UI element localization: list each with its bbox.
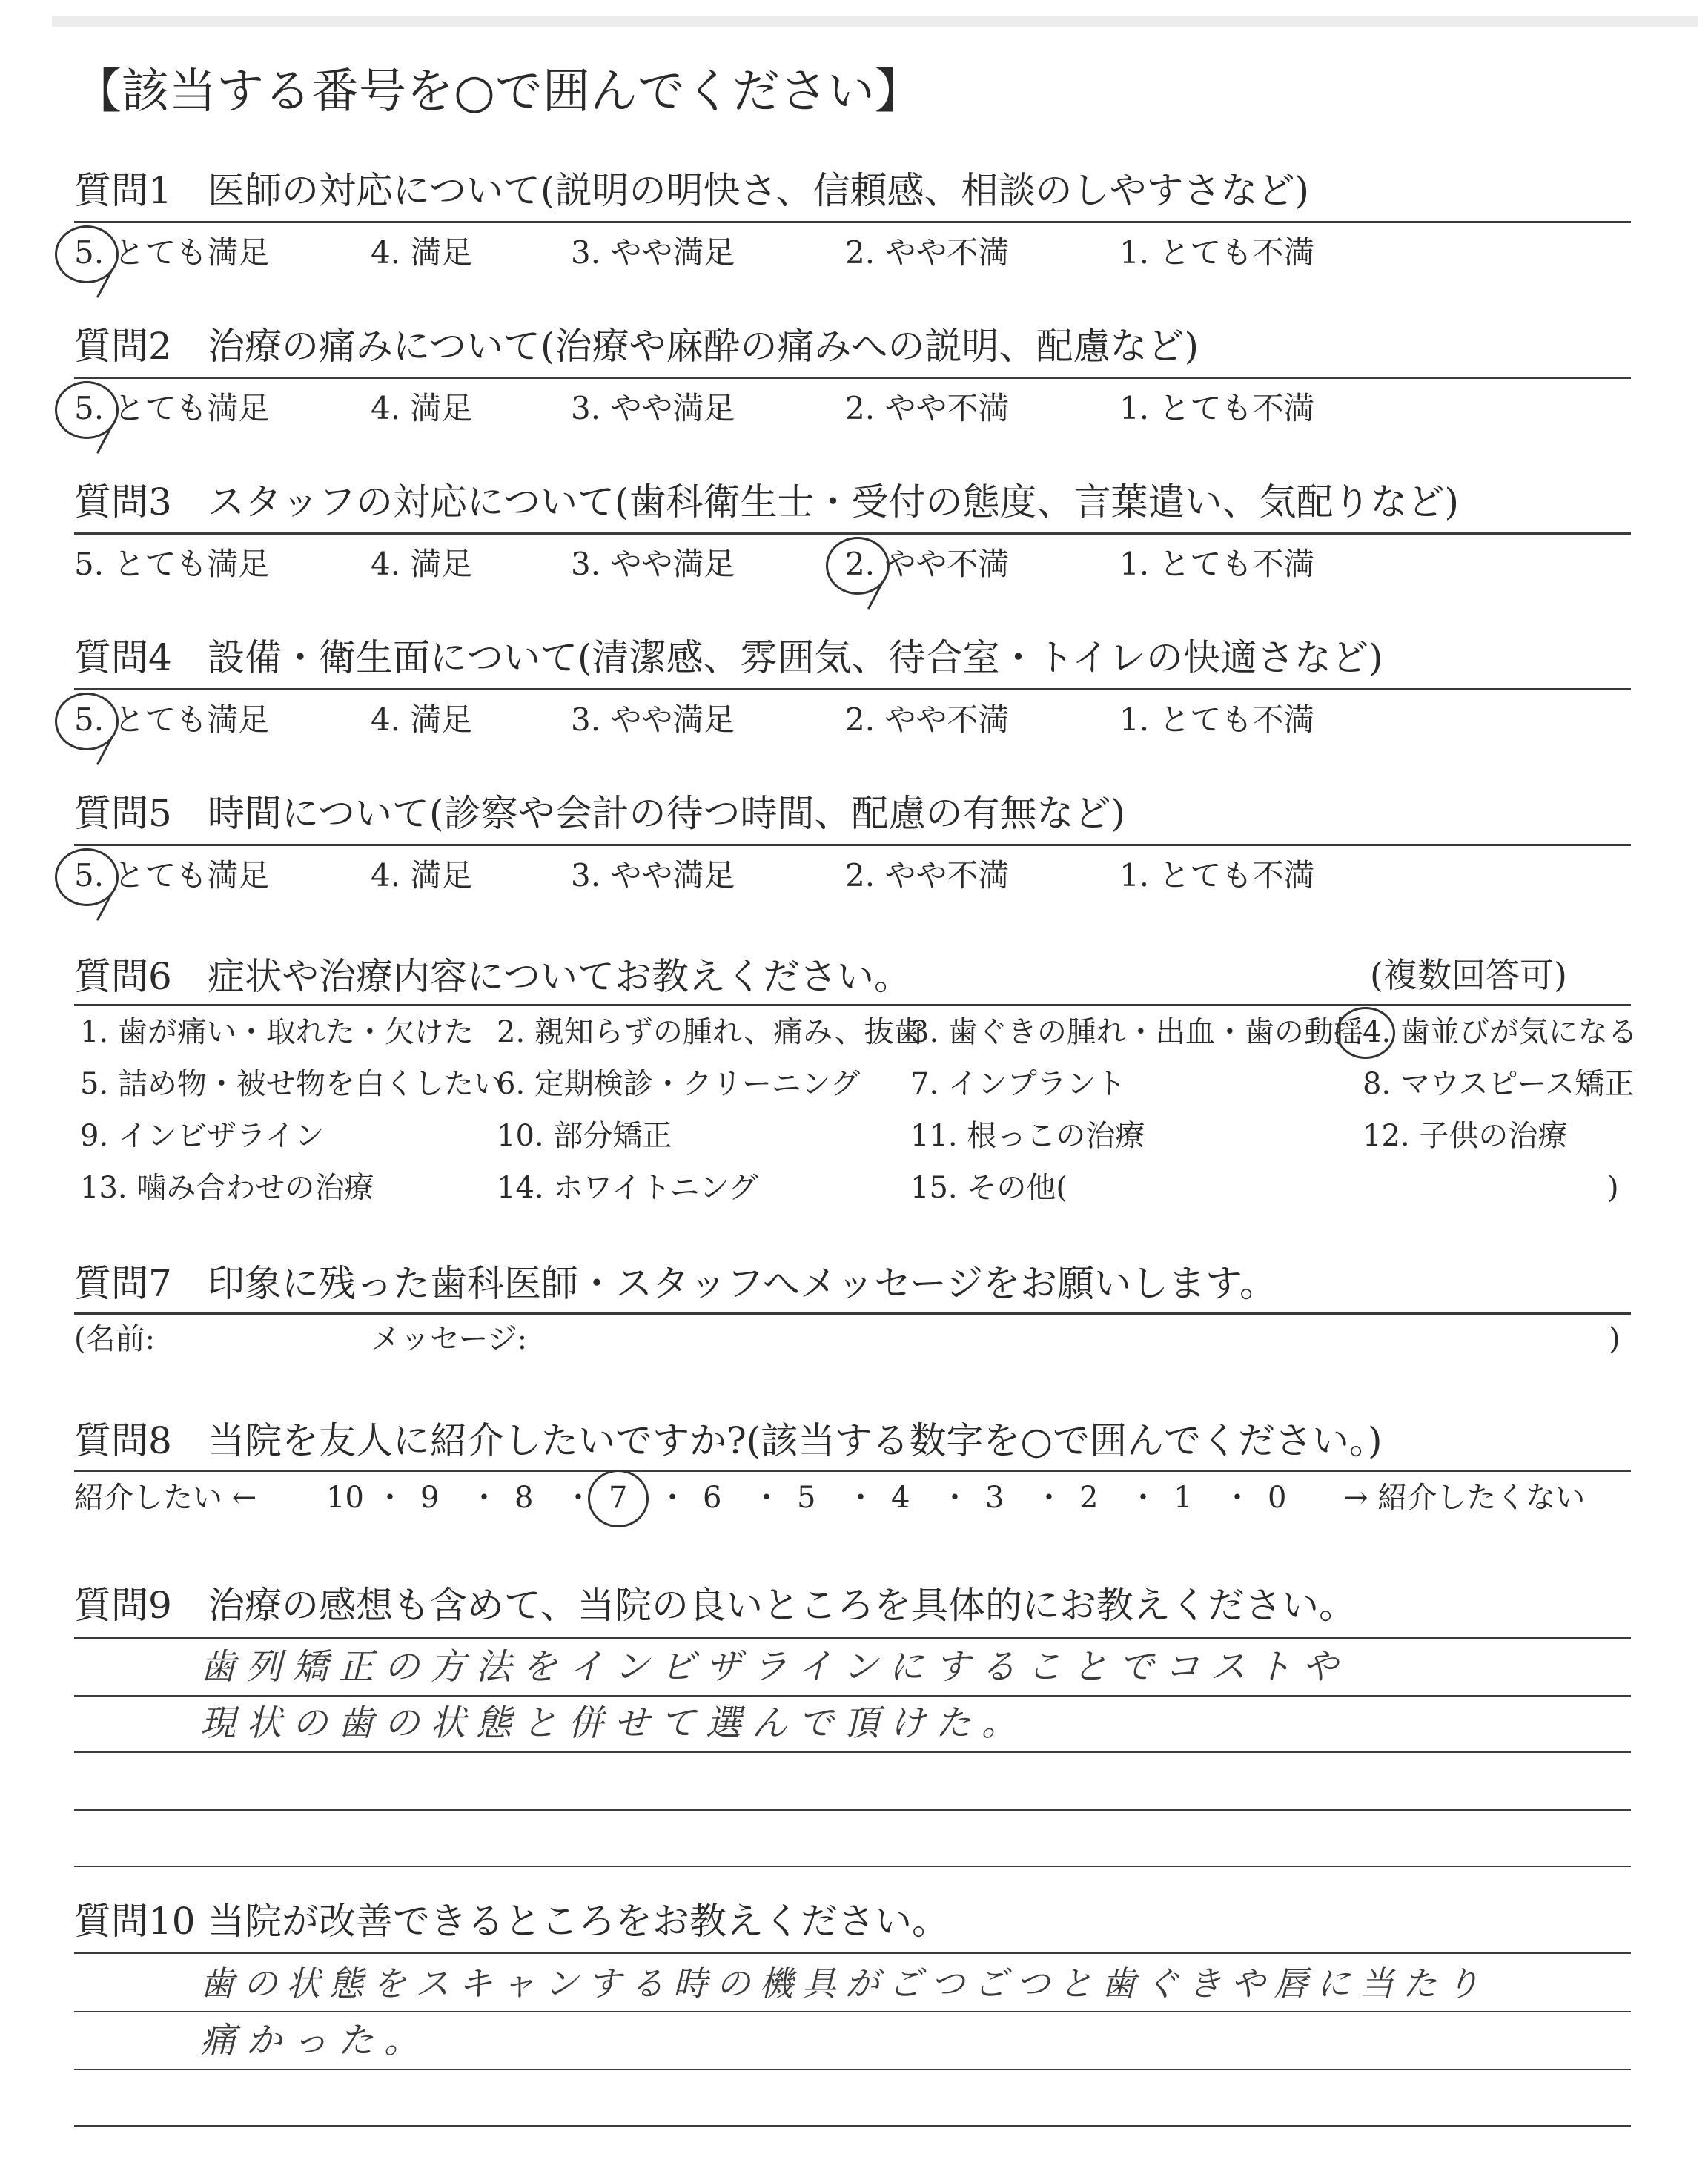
q8-selection-circle (588, 1470, 649, 1527)
q8-scale-2[interactable]: 2 (1079, 1481, 1099, 1515)
q8-scale-5[interactable]: 5 (797, 1481, 816, 1515)
q6-option-9[interactable]: 9. インビザライン (80, 1119, 325, 1153)
q1-number: 質問1 (74, 169, 172, 212)
q8-separator-dot: ・ (752, 1481, 781, 1515)
q2-text: 治療の痛みについて(治療や麻酔の痛みへの説明、配慮など) (208, 325, 1199, 368)
q8-rule (74, 1470, 1631, 1472)
q6-option-13[interactable]: 13. 噛み合わせの治療 (80, 1171, 374, 1205)
q7-close-paren: ) (1609, 1322, 1621, 1356)
q1-option-5[interactable]: 5. とても満足 (74, 234, 270, 271)
q8-title (74, 1419, 1383, 1462)
q4-option-3[interactable]: 3. やや満足 (571, 701, 735, 738)
q4-title (74, 636, 1383, 679)
q6-text: 症状や治療内容についてお教えください。 (208, 955, 911, 998)
q10-rule-1 (74, 1952, 1631, 1954)
q7-message-label: メッセージ: (371, 1322, 528, 1356)
q8-scale-10[interactable]: 10 (326, 1481, 364, 1515)
q2-option-1[interactable]: 1. とても不満 (1119, 390, 1315, 426)
q9-rule-1 (74, 1637, 1631, 1639)
q2-option-2[interactable]: 2. やや不満 (845, 390, 1010, 426)
q7-title (74, 1262, 1277, 1305)
q3-text: スタッフの対応について(歯科衛生士・受付の態度、言葉遣い、気配りなど) (208, 480, 1460, 524)
q8-scale-0[interactable]: 0 (1268, 1481, 1287, 1515)
q7-number: 質問7 (74, 1262, 172, 1305)
q8-scale-8[interactable]: 8 (514, 1481, 534, 1515)
q9-text: 治療の感想も含めて、当院の良いところを具体的にお教えください。 (208, 1584, 1356, 1627)
q1-title (74, 169, 1310, 212)
q6-rule (74, 1004, 1631, 1006)
q3-option-2[interactable]: 2. やや不満 (845, 546, 1010, 582)
q8-separator-dot: ・ (469, 1481, 499, 1515)
q6-option-7[interactable]: 7. インプラント (910, 1067, 1126, 1101)
q9-title (74, 1584, 1356, 1627)
q6-number: 質問6 (74, 955, 172, 998)
q10-answer-line-1: 歯の状態をスキャンする時の機具がごつごつと歯ぐきや唇に当たり (200, 1964, 1489, 2004)
q4-text: 設備・衛生面について(清潔感、雰囲気、待合室・トイレの快適さなど) (208, 636, 1383, 679)
q6-note: (複数回答可) (1370, 955, 1567, 995)
q5-number: 質問5 (74, 792, 172, 835)
q5-option-1[interactable]: 1. とても不満 (1119, 857, 1315, 894)
q10-rule-4 (74, 2125, 1631, 2127)
q5-option-4[interactable]: 4. 満足 (371, 857, 473, 894)
q4-option-2[interactable]: 2. やや不満 (845, 701, 1010, 738)
q8-separator-dot: ・ (1034, 1481, 1064, 1515)
q8-separator-dot: ・ (1222, 1481, 1252, 1515)
q4-option-1[interactable]: 1. とても不満 (1119, 701, 1315, 738)
q6-option-1[interactable]: 1. 歯が痛い・取れた・欠けた (80, 1015, 474, 1049)
q10-number: 質問10 (74, 1900, 196, 1943)
q10-title (74, 1900, 949, 1943)
q9-rule-2 (74, 1695, 1631, 1697)
q8-scale-4[interactable]: 4 (891, 1481, 910, 1515)
q2-option-4[interactable]: 4. 満足 (371, 390, 473, 426)
q9-rule-3 (74, 1751, 1631, 1753)
q6-option-12[interactable]: 12. 子供の治療 (1363, 1119, 1568, 1153)
q6-option-3[interactable]: 3. 歯ぐきの腫れ・出血・歯の動揺 (910, 1015, 1363, 1049)
q8-scale-9[interactable]: 9 (420, 1481, 440, 1515)
q1-option-2[interactable]: 2. やや不満 (845, 234, 1010, 271)
q2-rule (74, 377, 1631, 379)
q5-option-5[interactable]: 5. とても満足 (74, 857, 270, 894)
q8-separator-dot: ・ (563, 1481, 593, 1515)
q1-rule (74, 221, 1631, 223)
q6-option-2[interactable]: 2. 親知らずの腫れ、痛み、抜歯 (497, 1015, 924, 1049)
q3-option-4[interactable]: 4. 満足 (371, 546, 473, 582)
q2-option-5[interactable]: 5. とても満足 (74, 390, 270, 426)
q6-option-6[interactable]: 6. 定期検診・クリーニング (497, 1067, 861, 1101)
q5-title (74, 792, 1126, 835)
q2-title (74, 325, 1199, 368)
q6-option-11[interactable]: 11. 根っこの治療 (910, 1119, 1145, 1153)
q3-rule (74, 532, 1631, 535)
q10-rule-3 (74, 2069, 1631, 2070)
q8-separator-dot: ・ (658, 1481, 687, 1515)
q9-answer-line-1: 歯列矯正の方法をインビザラインにすることでコストや (200, 1646, 1348, 1688)
q10-text: 当院が改善できるところをお教えください。 (208, 1900, 949, 1943)
q1-option-4[interactable]: 4. 満足 (371, 234, 473, 271)
q8-separator-dot: ・ (375, 1481, 405, 1515)
q8-number: 質問8 (74, 1419, 172, 1462)
q9-rule-5 (74, 1866, 1631, 1867)
q2-option-3[interactable]: 3. やや満足 (571, 390, 735, 426)
q6-option-14[interactable]: 14. ホワイトニング (497, 1171, 758, 1205)
scan-top-band (52, 16, 1698, 27)
q8-scale-7[interactable]: 7 (609, 1481, 628, 1515)
q8-separator-dot: ・ (1128, 1481, 1158, 1515)
q8-separator-dot: ・ (846, 1481, 875, 1515)
q1-option-1[interactable]: 1. とても不満 (1119, 234, 1315, 271)
q10-answer-line-2: 痛かった。 (200, 2020, 431, 2061)
q6-option-10[interactable]: 10. 部分矯正 (497, 1119, 672, 1153)
q9-answer-line-2: 現状の歯の状態と併せて選んで頂けた。 (200, 1702, 1028, 1744)
q3-option-1[interactable]: 1. とても不満 (1119, 546, 1315, 582)
q1-option-3[interactable]: 3. やや満足 (571, 234, 735, 271)
q9-rule-4 (74, 1809, 1631, 1811)
q6-selection-circle (1336, 1007, 1395, 1059)
q2-number: 質問2 (74, 325, 172, 368)
q7-text: 印象に残った歯科医師・スタッフへメッセージをお願いします。 (208, 1262, 1277, 1305)
q6-option-15[interactable]: 15. その他( (910, 1171, 1068, 1205)
q4-number: 質問4 (74, 636, 172, 679)
q6-other-close-paren: ) (1607, 1171, 1619, 1205)
q8-left-label: 紹介したい ← (74, 1481, 257, 1515)
q10-rule-2 (74, 2011, 1631, 2012)
q8-text: 当院を友人に紹介したいですか?(該当する数字を○で囲んでください。) (208, 1419, 1383, 1462)
q8-separator-dot: ・ (940, 1481, 970, 1515)
q5-option-3[interactable]: 3. やや満足 (571, 857, 735, 894)
q6-option-8[interactable]: 8. マウスピース矯正 (1363, 1067, 1635, 1101)
q5-option-2[interactable]: 2. やや不満 (845, 857, 1010, 894)
q4-rule (74, 688, 1631, 690)
q3-number: 質問3 (74, 480, 172, 524)
q7-rule (74, 1312, 1631, 1315)
q4-option-4[interactable]: 4. 満足 (371, 701, 473, 738)
q5-rule (74, 844, 1631, 846)
q3-option-3[interactable]: 3. やや満足 (571, 546, 735, 582)
q8-scale-3[interactable]: 3 (985, 1481, 1004, 1515)
q9-number: 質問9 (74, 1584, 172, 1627)
q3-option-5[interactable]: 5. とても満足 (74, 546, 270, 582)
q4-option-5[interactable]: 5. とても満足 (74, 701, 270, 738)
q7-name-label: (名前: (74, 1322, 156, 1356)
q8-scale-6[interactable]: 6 (703, 1481, 722, 1515)
q6-title (74, 955, 911, 998)
q6-option-4[interactable]: 4. 歯並びが気になる (1363, 1015, 1638, 1049)
q8-right-label: → 紹介したくない (1343, 1481, 1586, 1515)
q5-text: 時間について(診察や会計の待つ時間、配慮の有無など) (208, 792, 1126, 835)
q1-text: 医師の対応について(説明の明快さ、信頼感、相談のしやすさなど) (208, 169, 1310, 212)
q3-title (74, 480, 1460, 524)
q6-option-5[interactable]: 5. 詰め物・被せ物を白くしたい (80, 1067, 503, 1101)
form-heading: 【該当する番号を○で囲んでください】 (74, 65, 922, 119)
q8-scale-1[interactable]: 1 (1174, 1481, 1193, 1515)
